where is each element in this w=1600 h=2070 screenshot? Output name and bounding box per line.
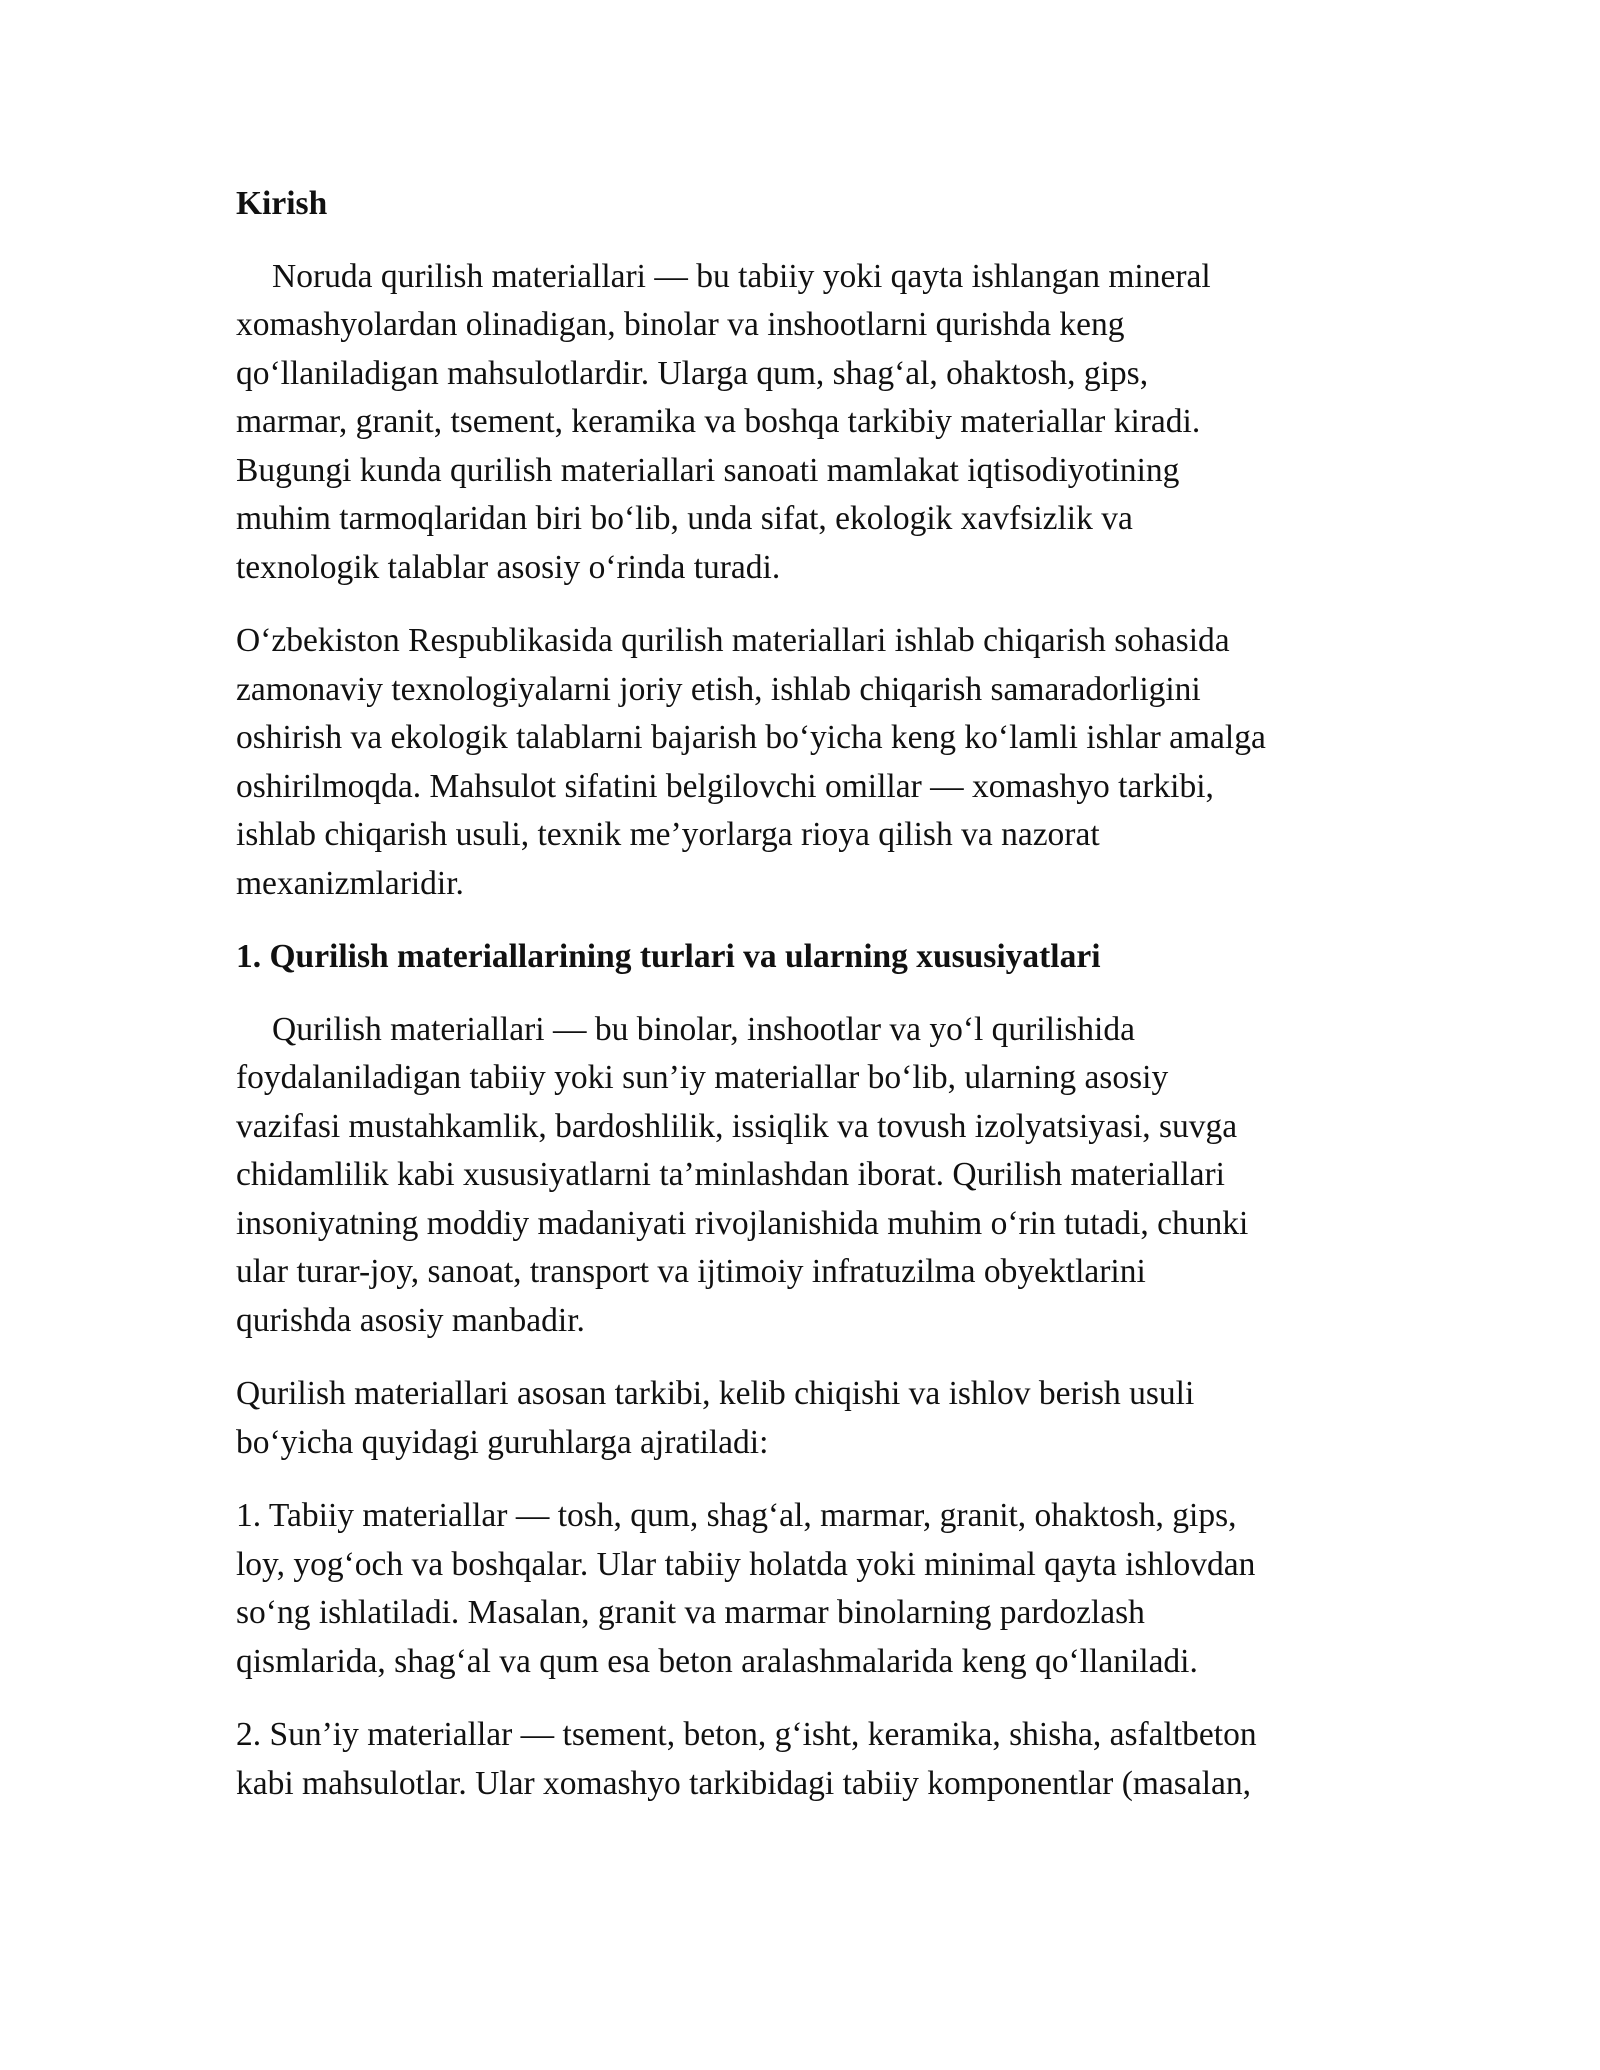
paragraph-line: oshirish va ekologik talablarni bajarish bo‘yicha keng ko‘lamli ishlar amalga — [236, 719, 1266, 756]
list-line: loy, yog‘och va boshqalar. Ular tabiiy holatda yoki minimal qayta ishlovdan — [236, 1545, 1256, 1583]
list-line: 1. Tabiiy materiallar — tosh, qum, shag‘al, marmar, granit, ohaktosh, gips, — [236, 1497, 1237, 1534]
paragraph-line: qurishda asosiy manbadir. — [236, 1301, 585, 1339]
list-line: 2. Sun’iy materiallar — tsement, beton, g‘isht, keramika, shisha, asfaltbeton — [236, 1716, 1257, 1753]
paragraph-line: vazifasi mustahkamlik, bardoshlilik, issiqlik va tovush izolyatsiyasi, suvga — [236, 1107, 1238, 1145]
list-line: kabi mahsulotlar. Ular xomashyo tarkibidagi tabiiy komponentlar (masalan, — [236, 1764, 1251, 1802]
paragraph-line: ishlab chiqarish usuli, texnik me’yorlarga rioya qilish va nazorat — [236, 816, 1100, 853]
paragraph-line: mexanizmlaridir. — [236, 864, 464, 902]
section-1-paragraph-2 — [236, 1370, 1376, 1467]
list-line: qismlarida, shag‘al va qum esa beton aralashmalarida keng qo‘llaniladi. — [236, 1642, 1198, 1680]
paragraph-line: Noruda qurilish materiallari — bu tabiiy yoki qayta ishlangan mineral — [272, 257, 1211, 295]
paragraph-line: bo‘yicha quyidagi guruhlarga ajratiladi: — [236, 1423, 769, 1461]
paragraph-line: O‘zbekiston Respublikasida qurilish materiallari ishlab chiqarish sohasida — [236, 622, 1230, 659]
paragraph-line: xomashyolardan olinadigan, binolar va inshootlarni qurishda keng — [236, 306, 1125, 343]
paragraph-line: Qurilish materiallari asosan tarkibi, kelib chiqishi va ishlov berish usuli — [236, 1375, 1195, 1412]
heading-section-1: 1. Qurilish materiallarining turlari va ularning xususiyatlari — [236, 938, 1101, 975]
document-page — [236, 180, 1376, 1833]
intro-paragraph-1 — [236, 253, 1376, 593]
paragraph-line: Qurilish materiallari — bu binolar, inshootlar va yo‘l qurilishida — [272, 1010, 1135, 1048]
list-item-2 — [236, 1711, 1376, 1808]
paragraph-line: chidamlilik kabi xususiyatlarni ta’minlashdan iborat. Qurilish materiallari — [236, 1156, 1225, 1193]
paragraph-line: insoniyatning moddiy madaniyati rivojlanishida muhim o‘rin tutadi, chunki — [236, 1204, 1249, 1242]
heading-intro: Kirish — [236, 185, 328, 222]
intro-paragraph-2 — [236, 617, 1376, 908]
paragraph-line: zamonaviy texnologiyalarni joriy etish, ishlab chiqarish samaradorligini — [236, 670, 1201, 708]
paragraph-line: foydalaniladigan tabiiy yoki sun’iy materiallar bo‘lib, ularning asosiy — [236, 1059, 1169, 1096]
paragraph-line: oshirilmoqda. Mahsulot sifatini belgilovchi omillar — xomashyo tarkibi, — [236, 767, 1214, 805]
paragraph-line: Bugungi kunda qurilish materiallari sanoati mamlakat iqtisodiyotining — [236, 451, 1180, 489]
paragraph-line: muhim tarmoqlaridan biri bo‘lib, unda sifat, ekologik xavfsizlik va — [236, 500, 1133, 537]
paragraph-line: marmar, granit, tsement, keramika va boshqa tarkibiy materiallar kiradi. — [236, 403, 1201, 440]
list-item-1 — [236, 1492, 1376, 1686]
paragraph-line: texnologik talablar asosiy o‘rinda turadi. — [236, 548, 781, 586]
section-1-paragraph-1 — [236, 1006, 1376, 1346]
list-line: so‘ng ishlatiladi. Masalan, granit va marmar binolarning pardozlash — [236, 1594, 1145, 1631]
paragraph-line: qo‘llaniladigan mahsulotlardir. Ularga qum, shag‘al, ohaktosh, gips, — [236, 354, 1149, 392]
paragraph-line: ular turar-joy, sanoat, transport va ijtimoiy infratuzilma obyektlarini — [236, 1253, 1146, 1290]
